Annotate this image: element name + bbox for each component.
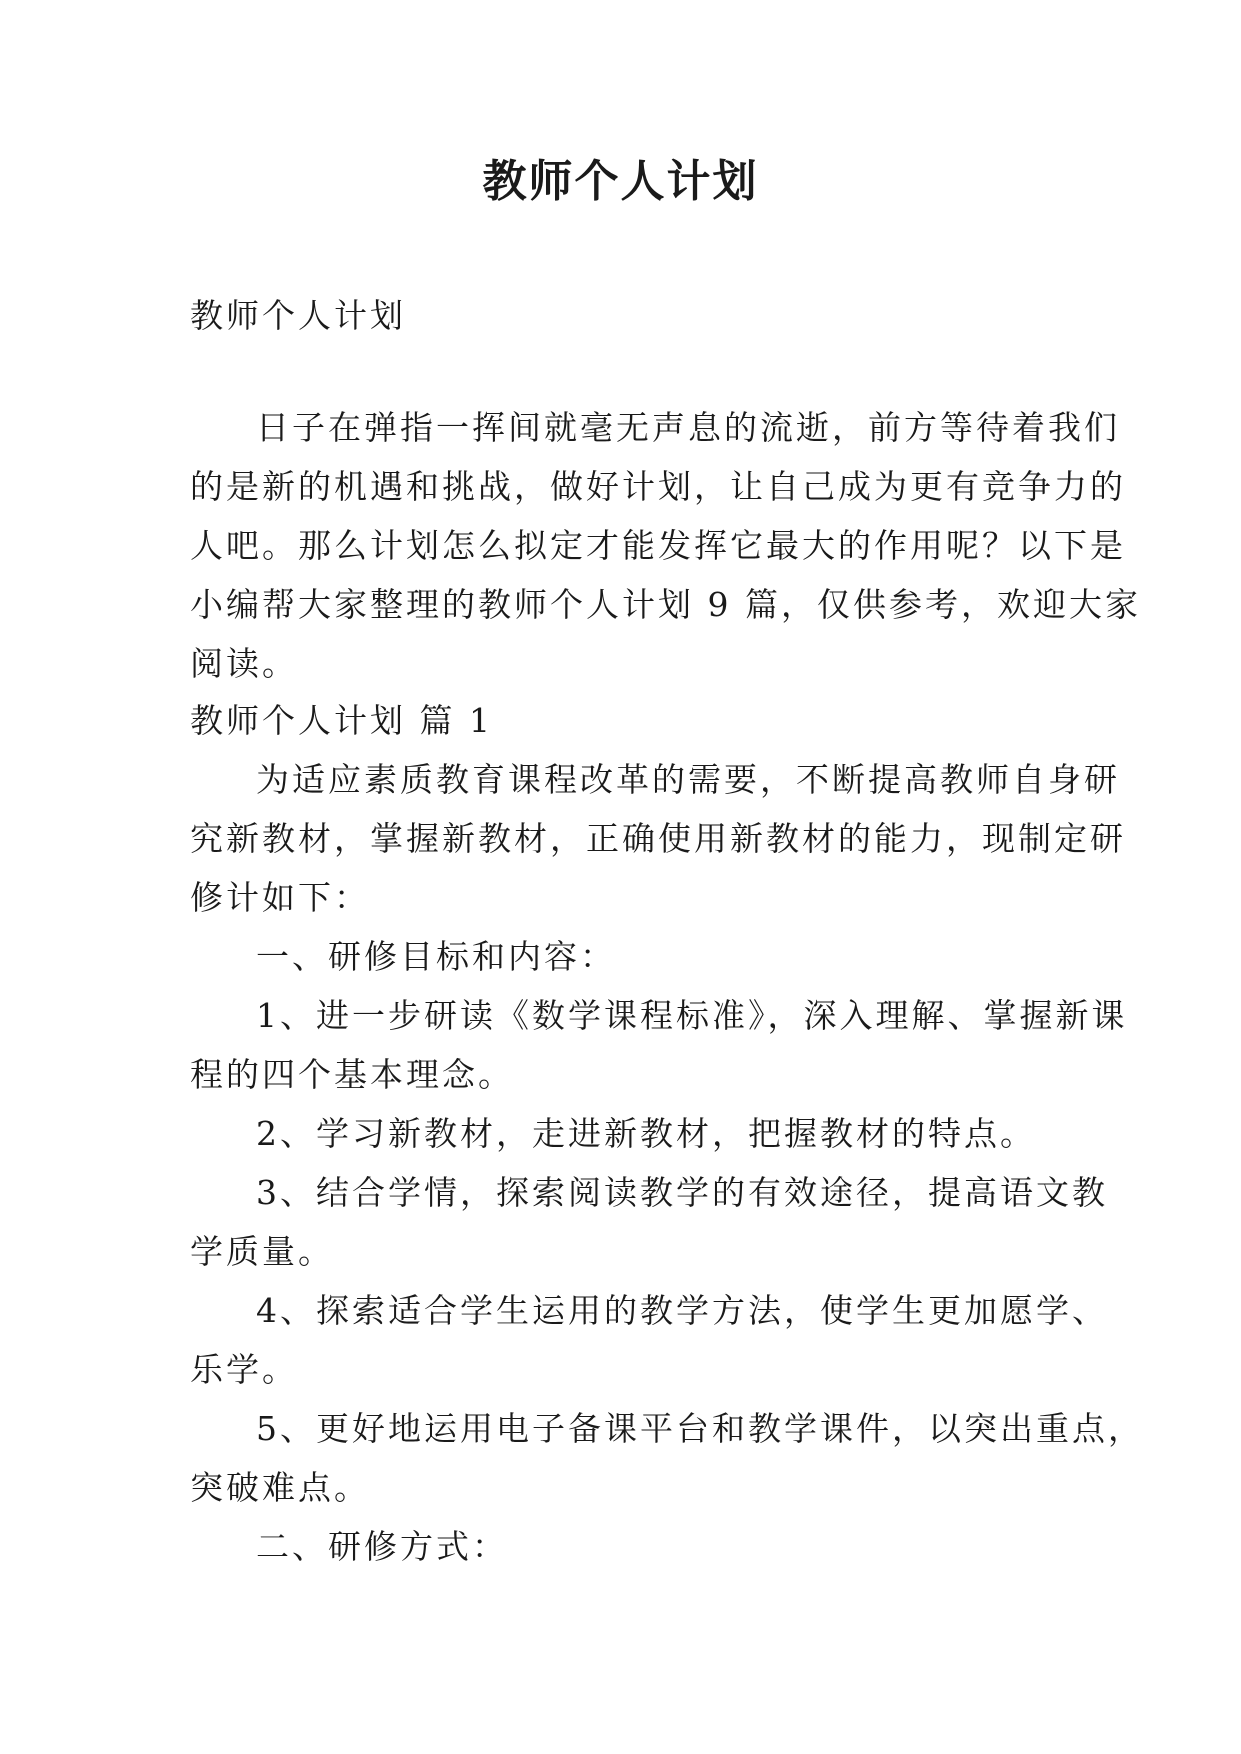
intro-line: 小编帮大家整理的教师个人计划 9 篇，仅供参考，欢迎大家 bbox=[190, 585, 1141, 624]
body-line: 突破难点。 bbox=[190, 1468, 370, 1507]
document-title: 教师个人计划 bbox=[482, 156, 759, 207]
intro-line: 日子在弹指一挥间就毫无声息的流逝，前方等待着我们 bbox=[256, 408, 1120, 447]
body-line: 程的四个基本理念。 bbox=[190, 1055, 514, 1094]
body-line: 乐学。 bbox=[190, 1350, 298, 1389]
body-line: 5、更好地运用电子备课平台和教学课件，以突出重点， bbox=[256, 1409, 1144, 1448]
body-line: 学质量。 bbox=[190, 1232, 334, 1271]
body-line: 一、研修目标和内容： bbox=[256, 937, 616, 976]
body-line: 二、研修方式： bbox=[256, 1527, 508, 1566]
intro-line: 人吧。那么计划怎么拟定才能发挥它最大的作用呢？以下是 bbox=[190, 526, 1126, 565]
document-subtitle: 教师个人计划 bbox=[190, 296, 406, 335]
body-line: 1、进一步研读《数学课程标准》，深入理解、掌握新课 bbox=[256, 996, 1128, 1035]
intro-line: 阅读。 bbox=[190, 644, 298, 683]
intro-line: 的是新的机遇和挑战，做好计划，让自己成为更有竞争力的 bbox=[190, 467, 1126, 506]
body-line: 为适应素质教育课程改革的需要，不断提高教师自身研 bbox=[256, 760, 1120, 799]
body-line: 4、探索适合学生运用的教学方法，使学生更加愿学、 bbox=[256, 1291, 1108, 1330]
body-line: 3、结合学情，探索阅读教学的有效途径，提高语文教 bbox=[256, 1173, 1108, 1212]
section-heading: 教师个人计划 篇 1 bbox=[190, 701, 493, 740]
body-line: 究新教材，掌握新教材，正确使用新教材的能力，现制定研 bbox=[190, 819, 1126, 858]
body-line: 修计如下： bbox=[190, 878, 370, 917]
body-line: 2、学习新教材，走进新教材，把握教材的特点。 bbox=[256, 1114, 1036, 1153]
